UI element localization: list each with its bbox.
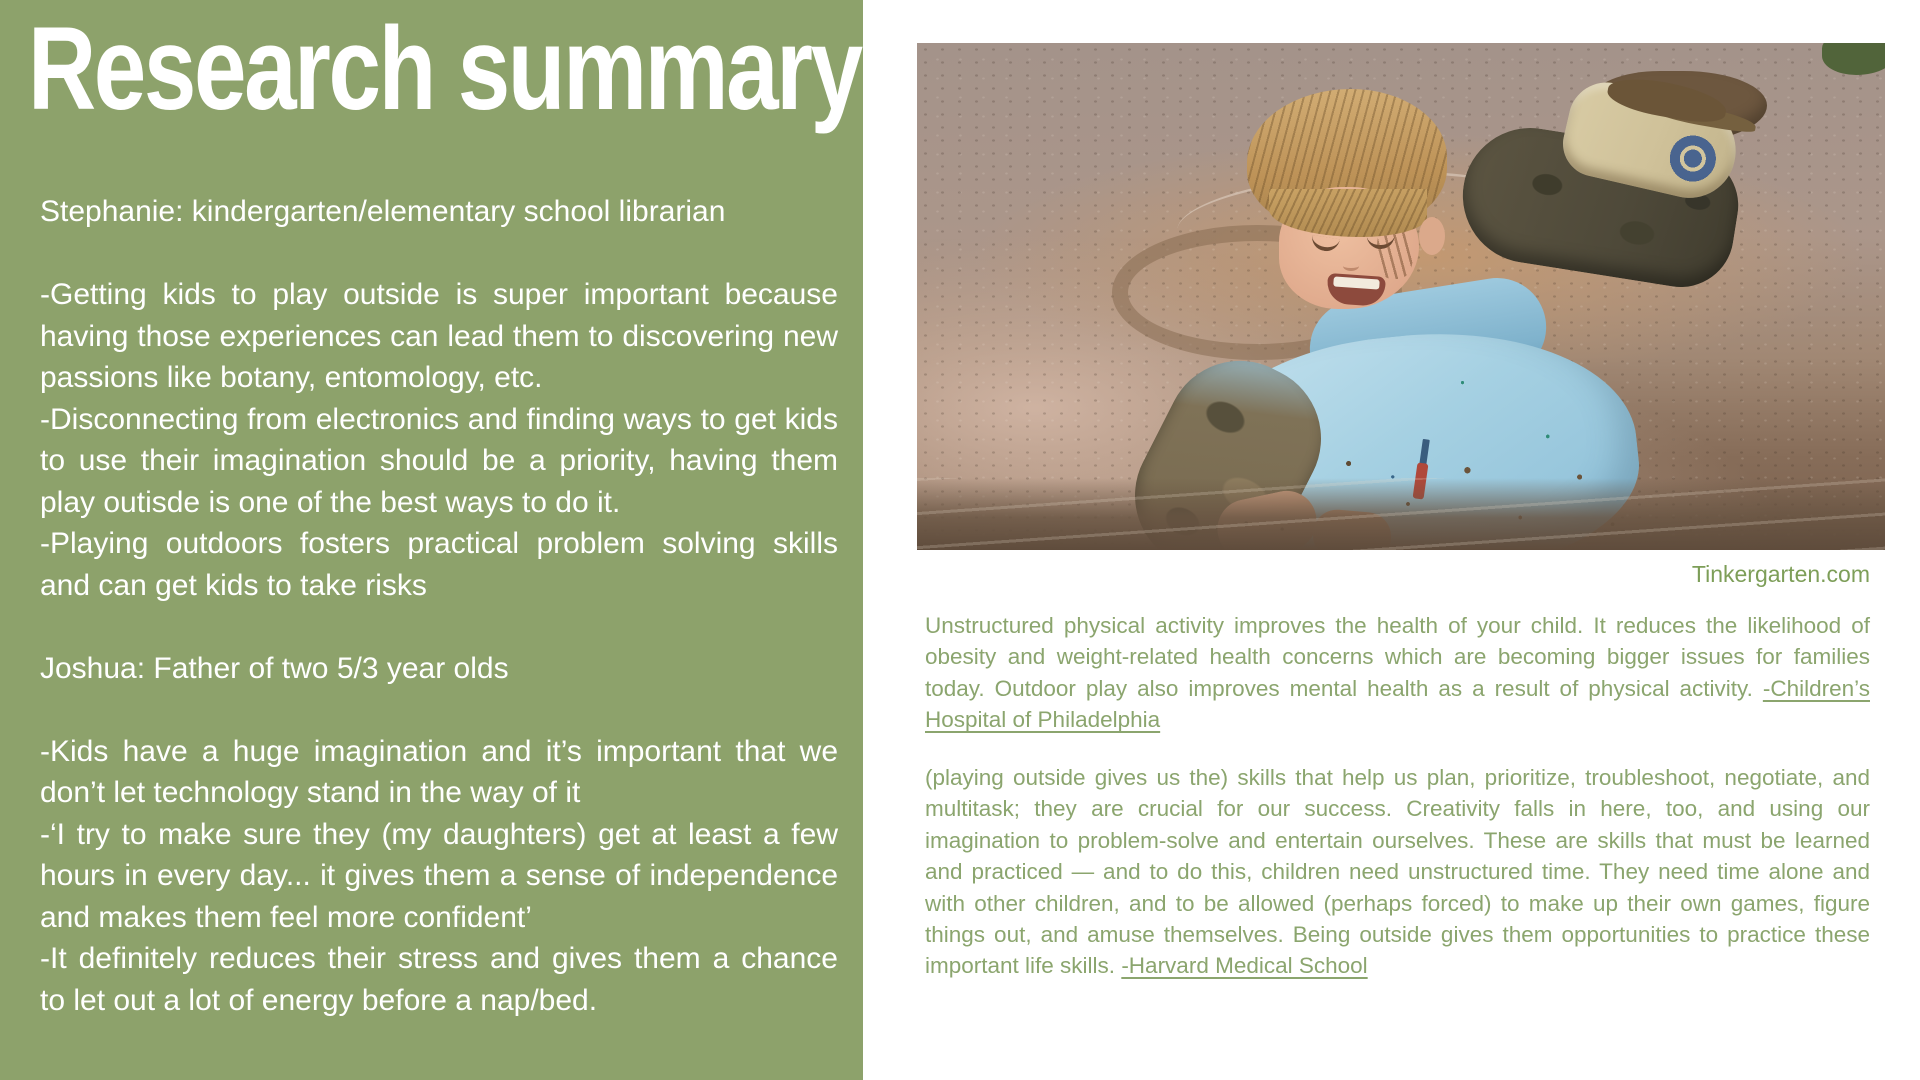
joshua-bullet-3: -It definitely reduces their stress and gives them a chance to let out a lot of energy before a nap/bed. bbox=[40, 942, 838, 1017]
mud-play-photo bbox=[917, 43, 1885, 550]
slide-title: Research summary bbox=[28, 3, 861, 135]
interview-notes-textbox bbox=[40, 191, 838, 1021]
ear-shape bbox=[1419, 217, 1445, 255]
source-link-chop[interactable]: -Children’s Hospital of Philadelphia bbox=[925, 675, 1870, 733]
interviewee-header-stephanie: Stephanie: kindergarten/elementary school librarian bbox=[40, 195, 726, 228]
joshua-bullet-1: -Kids have a huge imagination and it’s important that we don’t let technology stand in the way of it bbox=[40, 734, 838, 809]
source-link-harvard[interactable]: -Harvard Medical School bbox=[1121, 953, 1368, 979]
quote-text: Unstructured physical activity improves the health of your child. It reduces the likelihood of obesity and weight-related health concerns which are becoming bigger issues for families today. Outdoor play also improves mental health as a result of physical activity. bbox=[925, 613, 1870, 701]
teeth-shape bbox=[1333, 276, 1380, 289]
research-quote-chop bbox=[925, 610, 1870, 736]
smiling-mouth-shape bbox=[1326, 273, 1386, 307]
stephanie-bullet-3: -Playing outdoors fosters practical problem solving skills and can get kids to take risks bbox=[40, 527, 838, 602]
foreground-mud-shape bbox=[917, 478, 1885, 550]
closed-eye-shape bbox=[1310, 235, 1340, 253]
quote-text: (playing outside gives us the) skills that help us plan, prioritize, troubleshoot, negotiate, and multitask; they are crucial for our success. Creativity falls in here, too, and using our imagination to problem-solve and entertain ourselves. These are skills that must be learned and practiced — and to do this, children need unstructured time. They need time alone and with other children, and to be allowed (perhaps forced) to make up their own games, figure things out, and amuse themselves. Being outside gives them opportunities to practice these important life skills. bbox=[925, 765, 1870, 979]
photo-credit-caption: Tinkergarten.com bbox=[1691, 561, 1870, 587]
research-quote-harvard bbox=[925, 762, 1870, 982]
interviewee-header-joshua: Joshua: Father of two 5/3 year olds bbox=[40, 651, 509, 685]
stephanie-bullet-1: -Getting kids to play outside is super important because having those experiences can lead them to discovering new passions like botany, entomology, etc. bbox=[40, 278, 838, 394]
stephanie-bullet-2: -Disconnecting from electronics and finding ways to get kids to use their imagination should be a priority, having them play outisde is one of the best ways to do it. bbox=[40, 402, 838, 519]
boy-head-shape bbox=[1247, 89, 1447, 311]
nose-shape bbox=[1343, 261, 1359, 271]
joshua-bullet-2: -‘I try to make sure they (my daughters) get at least a few hours in every day... it gives them a sense of independence and makes them feel more confident’ bbox=[40, 817, 838, 934]
